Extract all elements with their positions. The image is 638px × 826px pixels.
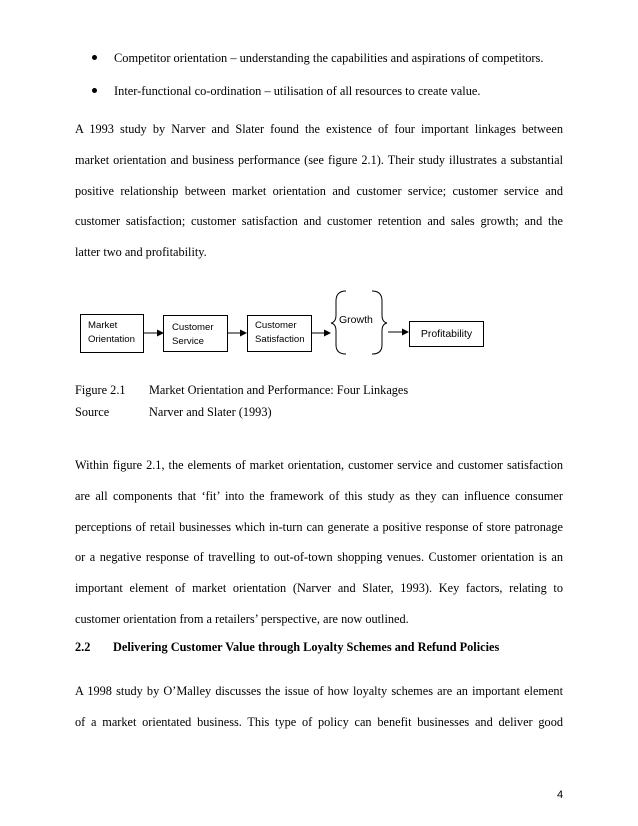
section-title: Delivering Customer Value through Loyalty Schemes and Refund Policies [113,640,500,654]
text-line: customer orientation from a retailers’ perspective, are now outlined. [75,611,409,626]
paragraph-narver-slater [75,114,563,268]
figure-title: Market Orientation and Performance: Four Linkages [149,383,409,397]
page-number: 4 [557,789,564,801]
box-customer-satisfaction [247,315,312,352]
paragraph-omalley [75,676,563,738]
bullet-item [92,50,572,66]
box-line: Profitability [420,328,473,340]
box-line: Satisfaction [255,334,305,345]
text-line: customer satisfaction; customer satisfaction and customer retention and sales growth; and the [75,214,563,229]
box-line: Customer [172,322,214,333]
source-label: Source [75,405,110,419]
figure-label: Figure 2.1 [75,383,126,397]
text-line: important element of market orientation (Narver and Slater, 1993). Key factors, relating to [75,581,563,596]
bullet-text: Inter-functional co-ordination – utilisation of all resources to create value. [114,84,481,98]
text-line: perceptions of retail businesses which in-turn can generate a positive response of store patronage [75,519,563,534]
text-line: positive relationship between market orientation and customer service; customer service and [75,183,563,198]
box-line: Service [172,336,204,347]
bullet-icon [92,55,97,60]
box-border [80,314,144,353]
text-line: A 1993 study by Narver and Slater found the existence of four important linkages between [75,122,563,136]
text-line: latter two and profitability. [75,245,207,260]
right-brace [372,291,387,354]
bullet-text: Competitor orientation – understanding the capabilities and aspirations of competitors. [114,51,544,65]
box-profitability [409,321,484,347]
figure-source [75,404,272,420]
paragraph-figure-discussion [75,450,563,635]
box-customer-service [163,315,228,352]
figure-diagram [0,285,638,360]
box-line: Customer [255,320,297,331]
bullet-list [92,50,572,116]
box-line: Orientation [88,334,135,345]
bullet-icon [92,88,97,93]
text-line: or a negative response of travelling to out-of-town shopping venues. Customer orientation is an [75,550,563,565]
text-line: A 1998 study by O’Malley discusses the issue of how loyalty schemes are an important element [75,684,563,698]
text-line: of a market orientated business. This type of policy can benefit businesses and deliver good [75,714,563,729]
source-text: Narver and Slater (1993) [149,405,272,419]
section-heading [75,640,499,655]
figure-caption [75,382,408,398]
text-line: are all components that ‘fit’ into the framework of this study as they can influence consumer [75,488,563,503]
box-line: Market [88,320,118,331]
text-line: market orientation and business performance (see figure 2.1). Their study illustrates a substantial [75,152,563,167]
bullet-item [92,83,572,99]
section-number: 2.2 [75,640,91,654]
text-line: Within figure 2.1, the elements of market orientation, customer service and customer satisfaction [75,458,563,472]
growth-label: Growth [339,314,373,326]
